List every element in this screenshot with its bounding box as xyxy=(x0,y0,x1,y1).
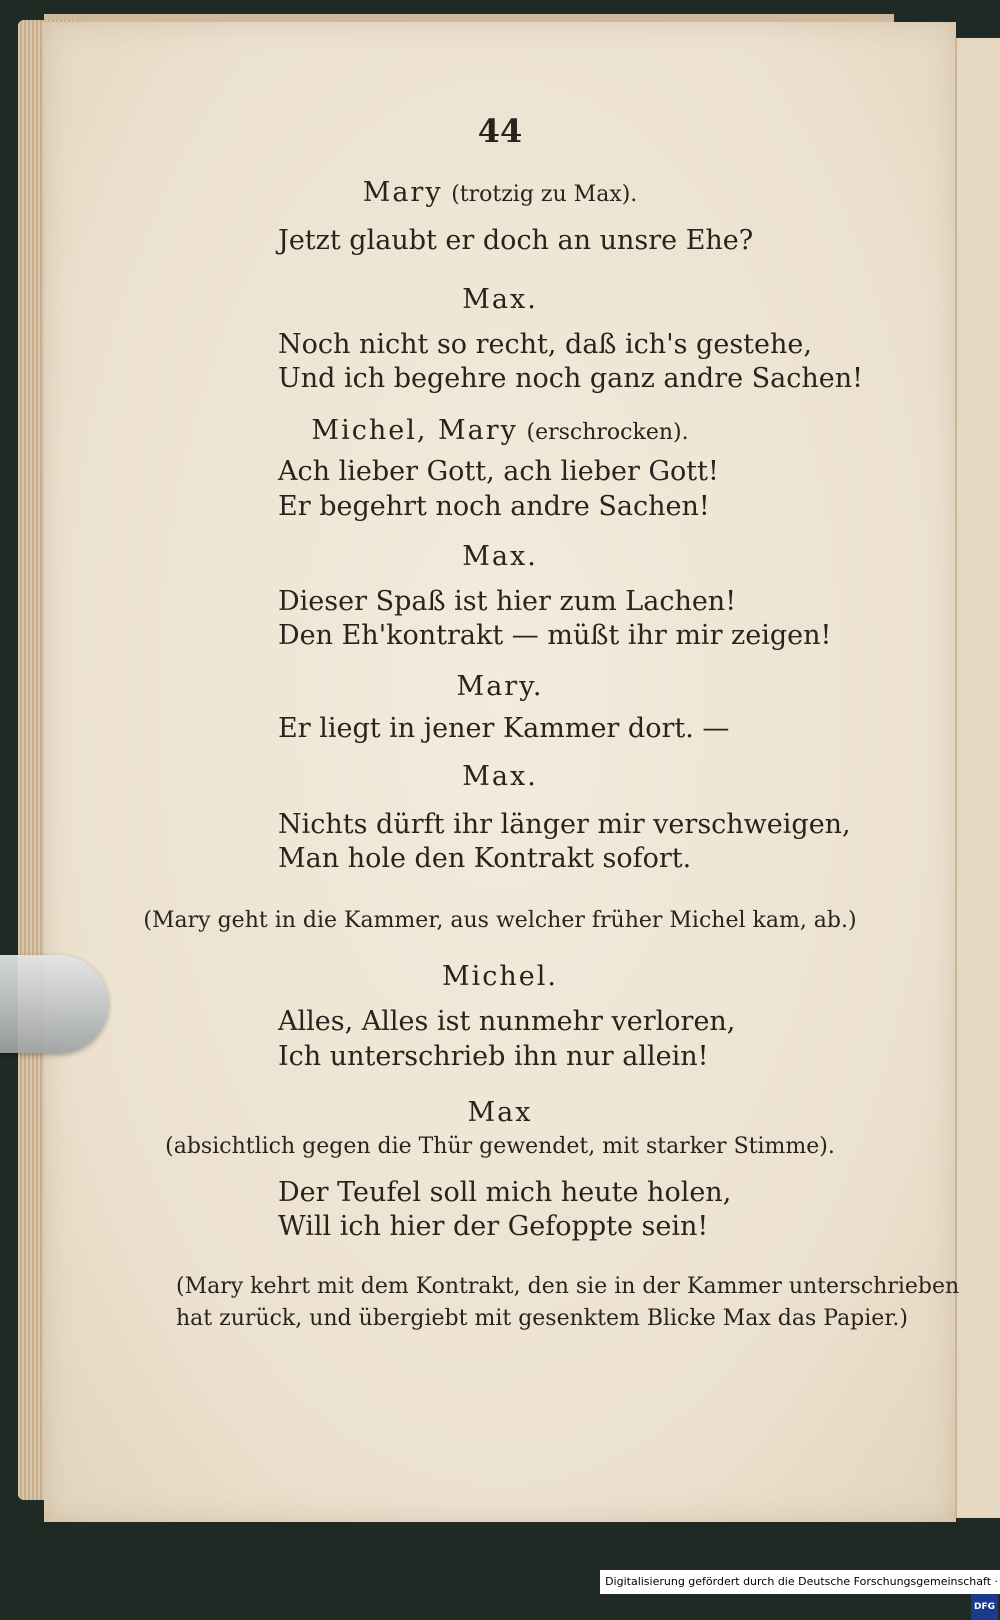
verse-line: Nichts dürft ihr länger mir verschweigen, xyxy=(278,809,851,840)
speaker-heading xyxy=(0,414,1000,450)
speaker-name: Michel. xyxy=(442,961,558,992)
footer-text: Digitalisierung gefördert durch die Deutsche Forschungsgemeinschaft · xyxy=(605,1575,998,1588)
verse-line: Will ich hier der Gefoppte sein! xyxy=(278,1211,709,1242)
verse-line: Alles, Alles ist nunmehr verloren, xyxy=(278,1006,736,1037)
verse-line: Man hole den Kontrakt sofort. xyxy=(278,843,692,874)
digitization-footer xyxy=(600,1570,1000,1612)
speaker-heading xyxy=(0,176,1000,212)
speaker-name: Mary xyxy=(362,177,443,208)
speaker-name: Max xyxy=(467,1097,533,1128)
speaker-name: Mary. xyxy=(456,671,544,702)
stage-direction: (erschrocken). xyxy=(526,420,689,445)
stage-direction: (Mary geht in die Kammer, aus welcher früher Michel kam, ab.) xyxy=(143,908,857,933)
stage-direction: hat zurück, und übergiebt mit gesenktem Blicke Max das Papier.) xyxy=(176,1306,908,1331)
verse-line: Und ich begehre noch ganz andre Sachen! xyxy=(278,363,863,394)
page-number: 44 xyxy=(477,112,523,150)
speaker-name: Max. xyxy=(462,761,538,792)
speaker-name: Max. xyxy=(462,284,538,315)
verse-line: Der Teufel soll mich heute holen, xyxy=(278,1177,732,1208)
speaker-name: Max. xyxy=(462,541,538,572)
speaker-name: Michel, Mary xyxy=(311,415,518,446)
verse-line: Dieser Spaß ist hier zum Lachen! xyxy=(278,586,737,617)
verse-line: Ach lieber Gott, ach lieber Gott! xyxy=(278,456,719,487)
dfg-logo: DFG xyxy=(971,1594,998,1620)
verse-line: Er begehrt noch andre Sachen! xyxy=(278,491,710,522)
verse-line: Er liegt in jener Kammer dort. — xyxy=(278,713,730,744)
verse-line: Ich unterschrieb ihn nur allein! xyxy=(278,1041,709,1072)
stage-direction: (Mary kehrt mit dem Kontrakt, den sie in der Kammer unterschrieben xyxy=(176,1274,960,1299)
verse-line: Noch nicht so recht, daß ich's gestehe, xyxy=(278,329,812,360)
verse-line: Jetzt glaubt er doch an unsre Ehe? xyxy=(278,225,754,256)
verse-line: Den Eh'kontrakt — müßt ihr mir zeigen! xyxy=(278,620,832,651)
stage-direction: (trotzig zu Max). xyxy=(451,182,638,207)
stage-direction: (absichtlich gegen die Thür gewendet, mit starker Stimme). xyxy=(165,1134,835,1159)
